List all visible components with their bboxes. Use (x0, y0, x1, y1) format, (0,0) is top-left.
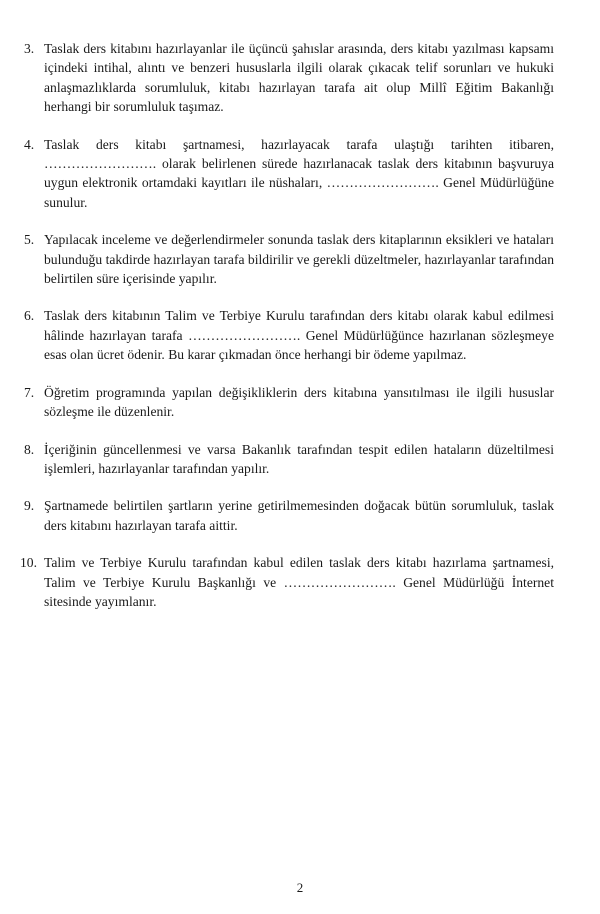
clause-number: 5. (24, 232, 35, 248)
clause-item-5 (24, 230, 554, 288)
clause-item-8 (24, 440, 554, 479)
clause-number: 8. (24, 441, 35, 457)
page-number: 2 (296, 880, 304, 895)
clause-text: Taslak ders kitabı şartnamesi, hazırlayacak tarafa ulaştığı tarihten itibaren, ……………………. olarak belirlenen sürede hazırlanacak taslak ders kitabının başvuruya uygun elektronik ortamdaki kayıtları ile nüshaları, ……………………. Genel Müdürlüğüne sunulur. (44, 136, 554, 210)
clause-item-3 (24, 39, 554, 117)
clause-number: 10. (20, 555, 37, 571)
clause-number: 6. (24, 308, 35, 324)
clause-text: Taslak ders kitabının Talim ve Terbiye Kurulu tarafından ders kitabı olarak kabul edilmesi hâlinde hazırlayan tarafa ……………………. Genel Müdürlüğünce hazırlanan sözleşmeye esas olan ücret ödenir. Bu karar çıkmadan önce herhangi bir ödeme yapılmaz. (44, 308, 554, 363)
clause-item-6 (24, 306, 554, 364)
clause-item-10 (20, 553, 554, 611)
clause-item-4 (24, 135, 554, 213)
clause-text: Şartnamede belirtilen şartların yerine getirilmemesinden doğacak bütün sorumluluk, taslak ders kitabını hazırlayan tarafa aittir. (44, 498, 554, 533)
clause-number: 3. (24, 41, 35, 56)
clause-item-7 (24, 383, 554, 422)
clause-item-9 (24, 496, 554, 535)
clause-number: 4. (24, 136, 35, 152)
clause-text: Öğretim programında yapılan değişikliklerin ders kitabına yansıtılması ile ilgili hususlar sözleşme ile düzenlenir. (44, 384, 554, 420)
clause-text: Talim ve Terbiye Kurulu tarafından kabul edilen taslak ders kitabı hazırlama şartnamesi, Talim ve Terbiye Kurulu Başkanlığı ve ……………………. Genel Müdürlüğü İnternet sitesinde yayımlanır. (44, 555, 554, 609)
clause-text: İçeriğinin güncellenmesi ve varsa Bakanlık tarafından tespit edilen hataların düzeltilmesi işlemleri, hazırlayanlar tarafından yapılır. (44, 441, 554, 476)
clause-number: 7. (24, 384, 35, 400)
clause-text: Taslak ders kitabını hazırlayanlar ile üçüncü şahıslar arasında, ders kitabı yazılması kapsamı içindeki intihal, alıntı ve benzeri hususlarla ilgili olarak çıkacak telif sorunları ve hukuki anlaşmazlıklarda sorumluluk, kitabı hazırlayan tarafa ait olup Millî Eğitim Bakanlığı herhangi bir sorumluluk taşımaz. (44, 41, 554, 115)
clause-list (20, 39, 554, 611)
clause-text: Yapılacak inceleme ve değerlendirmeler sonunda taslak ders kitaplarının eksikleri ve hataları bulunduğu takdirde hazırlayan tarafa bildirilir ve gerekli düzeltmeler, hazırlayanlar tarafından belirtilen süre içerisinde yapılır. (44, 232, 554, 287)
clause-number: 9. (24, 498, 35, 514)
